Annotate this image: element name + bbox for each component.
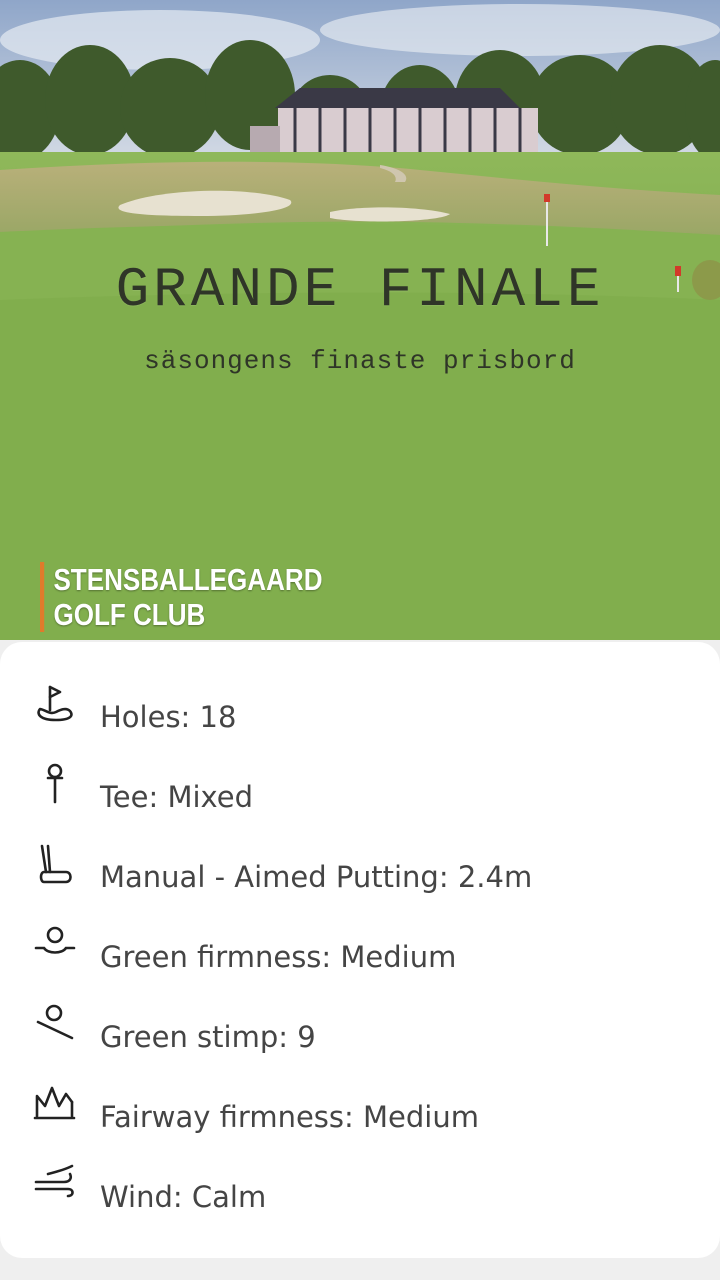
setting-wind [0, 1162, 720, 1242]
club-name-line1: STENSBALLEGAARD [53, 562, 323, 597]
setting-label: Fairway firmness: Medium [100, 1100, 479, 1134]
setting-label: Holes: 18 [100, 700, 237, 734]
fairway-firmness-icon [32, 1082, 78, 1128]
setting-tee [0, 762, 720, 842]
club-logo-text [40, 562, 323, 632]
club-name-line2: GOLF CLUB [53, 597, 206, 632]
event-subtitle: säsongens finaste prisbord [144, 346, 576, 376]
putter-icon [32, 842, 78, 888]
setting-label: Green stimp: 9 [100, 1020, 316, 1054]
setting-label: Manual - Aimed Putting: 2.4m [100, 860, 533, 894]
setting-label: Tee: Mixed [100, 780, 254, 814]
setting-label: Green firmness: Medium [100, 940, 457, 974]
setting-putting [0, 842, 720, 922]
green-firmness-icon [32, 922, 78, 968]
event-title: GRANDE FINALE [115, 258, 605, 322]
tee-icon [32, 762, 78, 808]
flag-hole-icon [32, 682, 78, 728]
setting-holes [0, 682, 720, 762]
setting-green-firmness [0, 922, 720, 1002]
setting-fairway-firmness [0, 1082, 720, 1162]
wind-icon [32, 1162, 78, 1208]
game-settings-card [0, 642, 720, 1258]
setting-green-stimp [0, 1002, 720, 1082]
green-stimp-icon [32, 1002, 78, 1048]
setting-label: Wind: Calm [100, 1180, 267, 1214]
